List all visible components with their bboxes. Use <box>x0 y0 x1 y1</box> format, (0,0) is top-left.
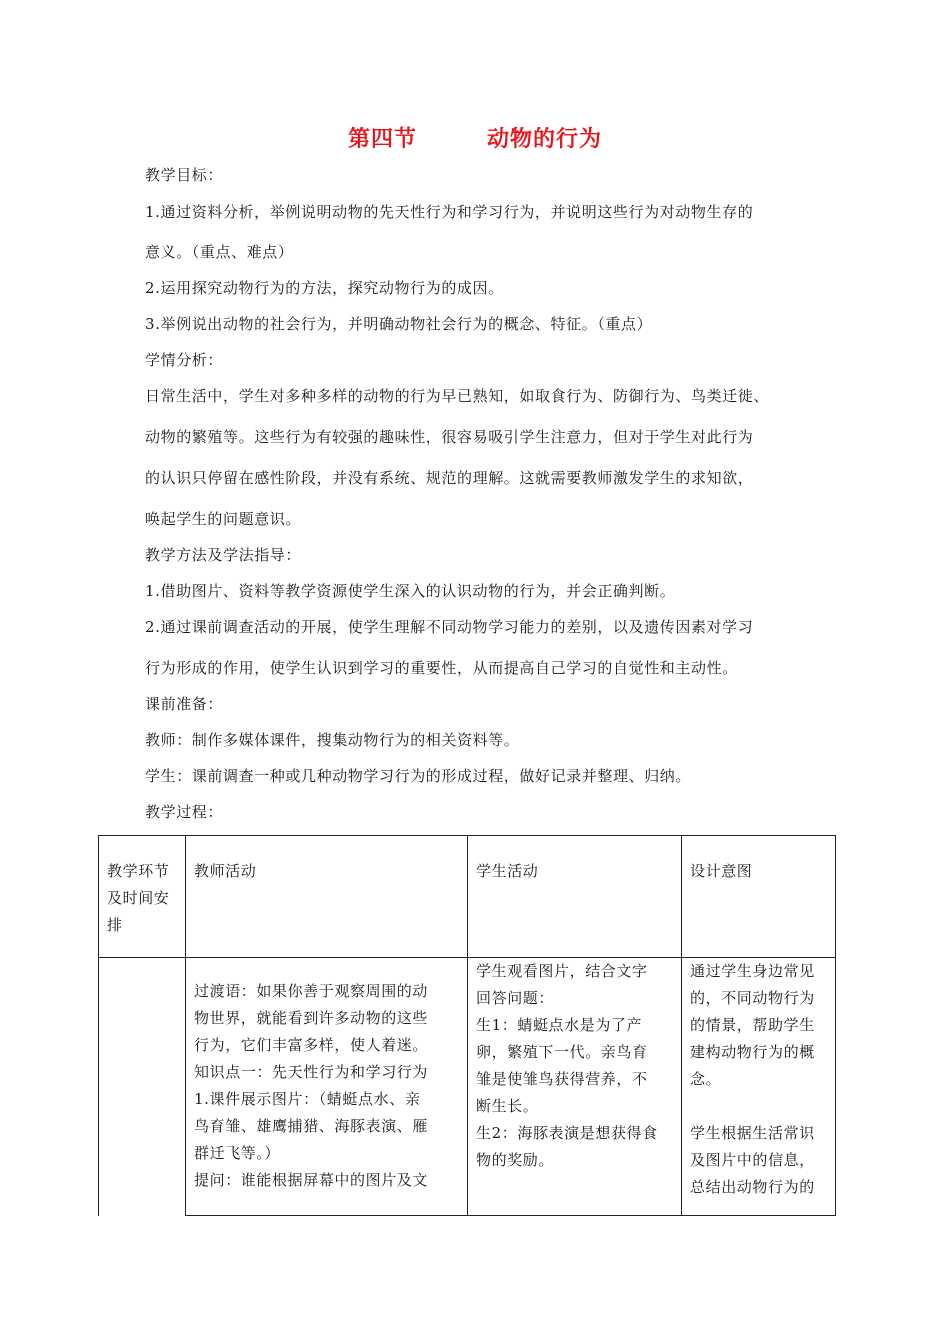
text-line: 的认识只停留在感性阶段，并没有系统、规范的理解。这就需要教师激发学生的求知欲， <box>145 469 754 487</box>
text-line: 动物的繁殖等。这些行为有较强的趣味性，很容易吸引学生注意力，但对于学生对此行为 <box>145 428 754 446</box>
table-header-row <box>99 836 836 958</box>
text-line: 2.通过课前调查活动的开展，使学生理解不同动物学习能力的差别，以及遗传因素对学习 <box>145 618 754 636</box>
text-line: 1.通过资料分析，举例说明动物的先天性行为和学习行为，并说明这些行为对动物生存的 <box>145 203 754 221</box>
heading-process: 教学过程： <box>145 803 224 821</box>
text-line: 日常生活中，学生对多种多样的动物的行为早已熟知，如取食行为、防御行为、鸟类迁徙、 <box>145 387 770 405</box>
table-row <box>99 958 836 1216</box>
header-intent: 设计意图 <box>682 836 836 958</box>
text-line: 教师：制作多媒体课件，搜集动物行为的相关资料等。 <box>145 731 520 749</box>
heading-objectives: 教学目标： <box>145 166 224 184</box>
heading-preparation: 课前准备： <box>145 695 224 713</box>
header-teacher: 教师活动 <box>186 836 468 958</box>
page-title <box>0 122 950 153</box>
title-name: 动物的行为 <box>487 127 603 152</box>
header-stage: 教学环节 及时间安 排 <box>99 836 186 958</box>
text-line: 2.运用探究动物行为的方法，探究动物行为的成因。 <box>145 279 504 297</box>
title-section: 第四节 <box>347 127 417 152</box>
text-line: 3.举例说出动物的社会行为，并明确动物社会行为的概念、特征。（重点） <box>145 315 653 333</box>
text-line: 行为形成的作用，使学生认识到学习的重要性，从而提高自己学习的自觉性和主动性。 <box>145 659 738 677</box>
heading-methods: 教学方法及学法指导： <box>145 546 302 564</box>
cell-intent: 通过学生身边常见 的，不同动物行为 的情景，帮助学生 建构动物行为的概 念。 学生根据生活常识 及图片中的信息， 总结出动物行为的 <box>682 958 836 1216</box>
cell-stage <box>99 958 186 1216</box>
text-line: 1.借助图片、资料等教学资源使学生深入的认识动物的行为，并会正确判断。 <box>145 582 676 600</box>
paragraph-gap <box>690 1093 827 1120</box>
text-line: 唤起学生的问题意识。 <box>145 510 302 528</box>
teaching-process-table <box>98 835 836 1216</box>
text-line: 学生：课前调查一种或几种动物学习行为的形成过程，做好记录并整理、归纳。 <box>145 767 692 785</box>
cell-teacher: 过渡语：如果你善于观察周围的动 物世界，就能看到许多动物的这些 行为，它们丰富多样，使人着迷。 知识点一：先天性行为和学习行为 1.课件展示图片：（蜻蜓点水、亲 鸟育雏、雄鹰捕猎、海豚表演、雁 群迁飞等。） 提问：谁能根据屏幕中的图片及文 <box>186 958 468 1216</box>
text-line: 意义。（重点、难点） <box>145 243 294 261</box>
cell-student: 学生观看图片，结合文字 回答问题： 生1：蜻蜓点水是为了产 卵，繁殖下一代。亲鸟育 雏是使雏鸟获得营养，不 断生长。 生2：海豚表演是想获得食 物的奖励。 <box>468 958 682 1216</box>
heading-analysis: 学情分析： <box>145 351 224 369</box>
header-student: 学生活动 <box>468 836 682 958</box>
